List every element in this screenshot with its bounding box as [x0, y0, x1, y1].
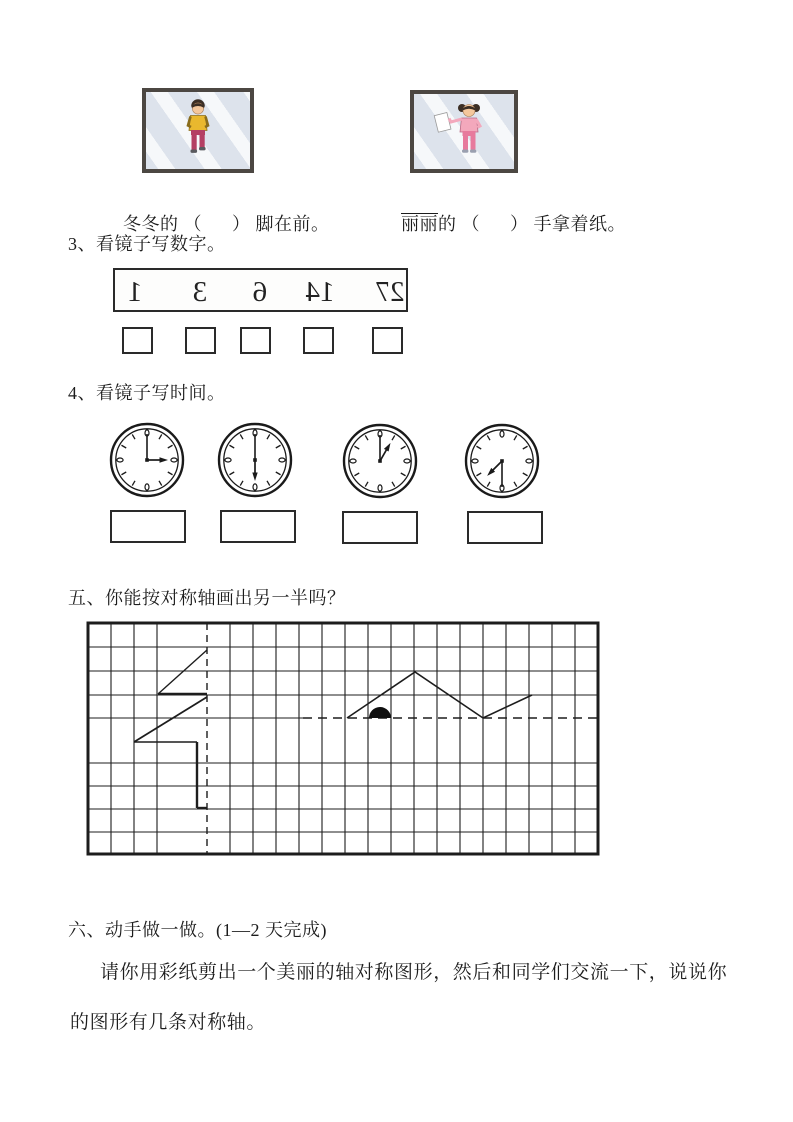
- q3-header: 3、看镜子写数字。: [68, 234, 226, 254]
- half-tree-figure: [158, 650, 207, 694]
- caption-lili-name: 丽丽: [401, 214, 438, 234]
- half-disc-figure: [369, 707, 391, 718]
- mirrored-number: 3: [192, 276, 208, 308]
- mirrored-number: 14: [305, 276, 335, 308]
- number-answer-box: [372, 327, 403, 354]
- q5-header: 五、你能按对称轴画出另一半吗？: [68, 588, 346, 608]
- time-answer-box: [342, 511, 418, 544]
- number-answer-box: [185, 327, 216, 354]
- mirror-photo-girl: [410, 90, 518, 173]
- mirror-clock: [338, 419, 422, 503]
- half-tree-figure: [134, 697, 207, 742]
- time-answer-box: [110, 510, 186, 543]
- boy-illustration: [146, 92, 250, 169]
- mirror-clock: [213, 418, 297, 502]
- time-answer-box: [467, 511, 543, 544]
- time-answer-box: [220, 510, 296, 543]
- mirror-clock: [105, 418, 189, 502]
- mirrored-number: 6: [252, 276, 268, 308]
- caption-lili: [381, 189, 626, 257]
- number-answer-box: [240, 327, 271, 354]
- mirror-clock: [460, 419, 544, 503]
- q6-paragraph-line2: 的图形有几条对称轴。: [70, 1012, 267, 1033]
- mirrored-number: 1: [127, 276, 143, 308]
- number-answer-box: [122, 327, 153, 354]
- girl-illustration: [414, 94, 514, 169]
- caption-dongdong-text: 冬冬的 （ ） 脚在前。: [123, 214, 330, 234]
- caption-lili-text: 的 （ ） 手拿着纸。: [438, 214, 626, 234]
- q6-header: 六、动手做一做。(1—2 天完成): [68, 920, 327, 940]
- grid-border: [88, 623, 598, 854]
- mirror-photo-boy: [142, 88, 254, 173]
- mirrored-number: 27: [375, 276, 405, 308]
- symmetry-grid: [84, 619, 604, 859]
- q4-header: 4、看镜子写时间。: [68, 383, 226, 403]
- mirror-numbers-box: [113, 268, 408, 312]
- number-answer-box: [303, 327, 334, 354]
- q6-paragraph-line1: 请你用彩纸剪出一个美丽的轴对称图形，然后和同学们交流一下，说说你: [100, 962, 728, 983]
